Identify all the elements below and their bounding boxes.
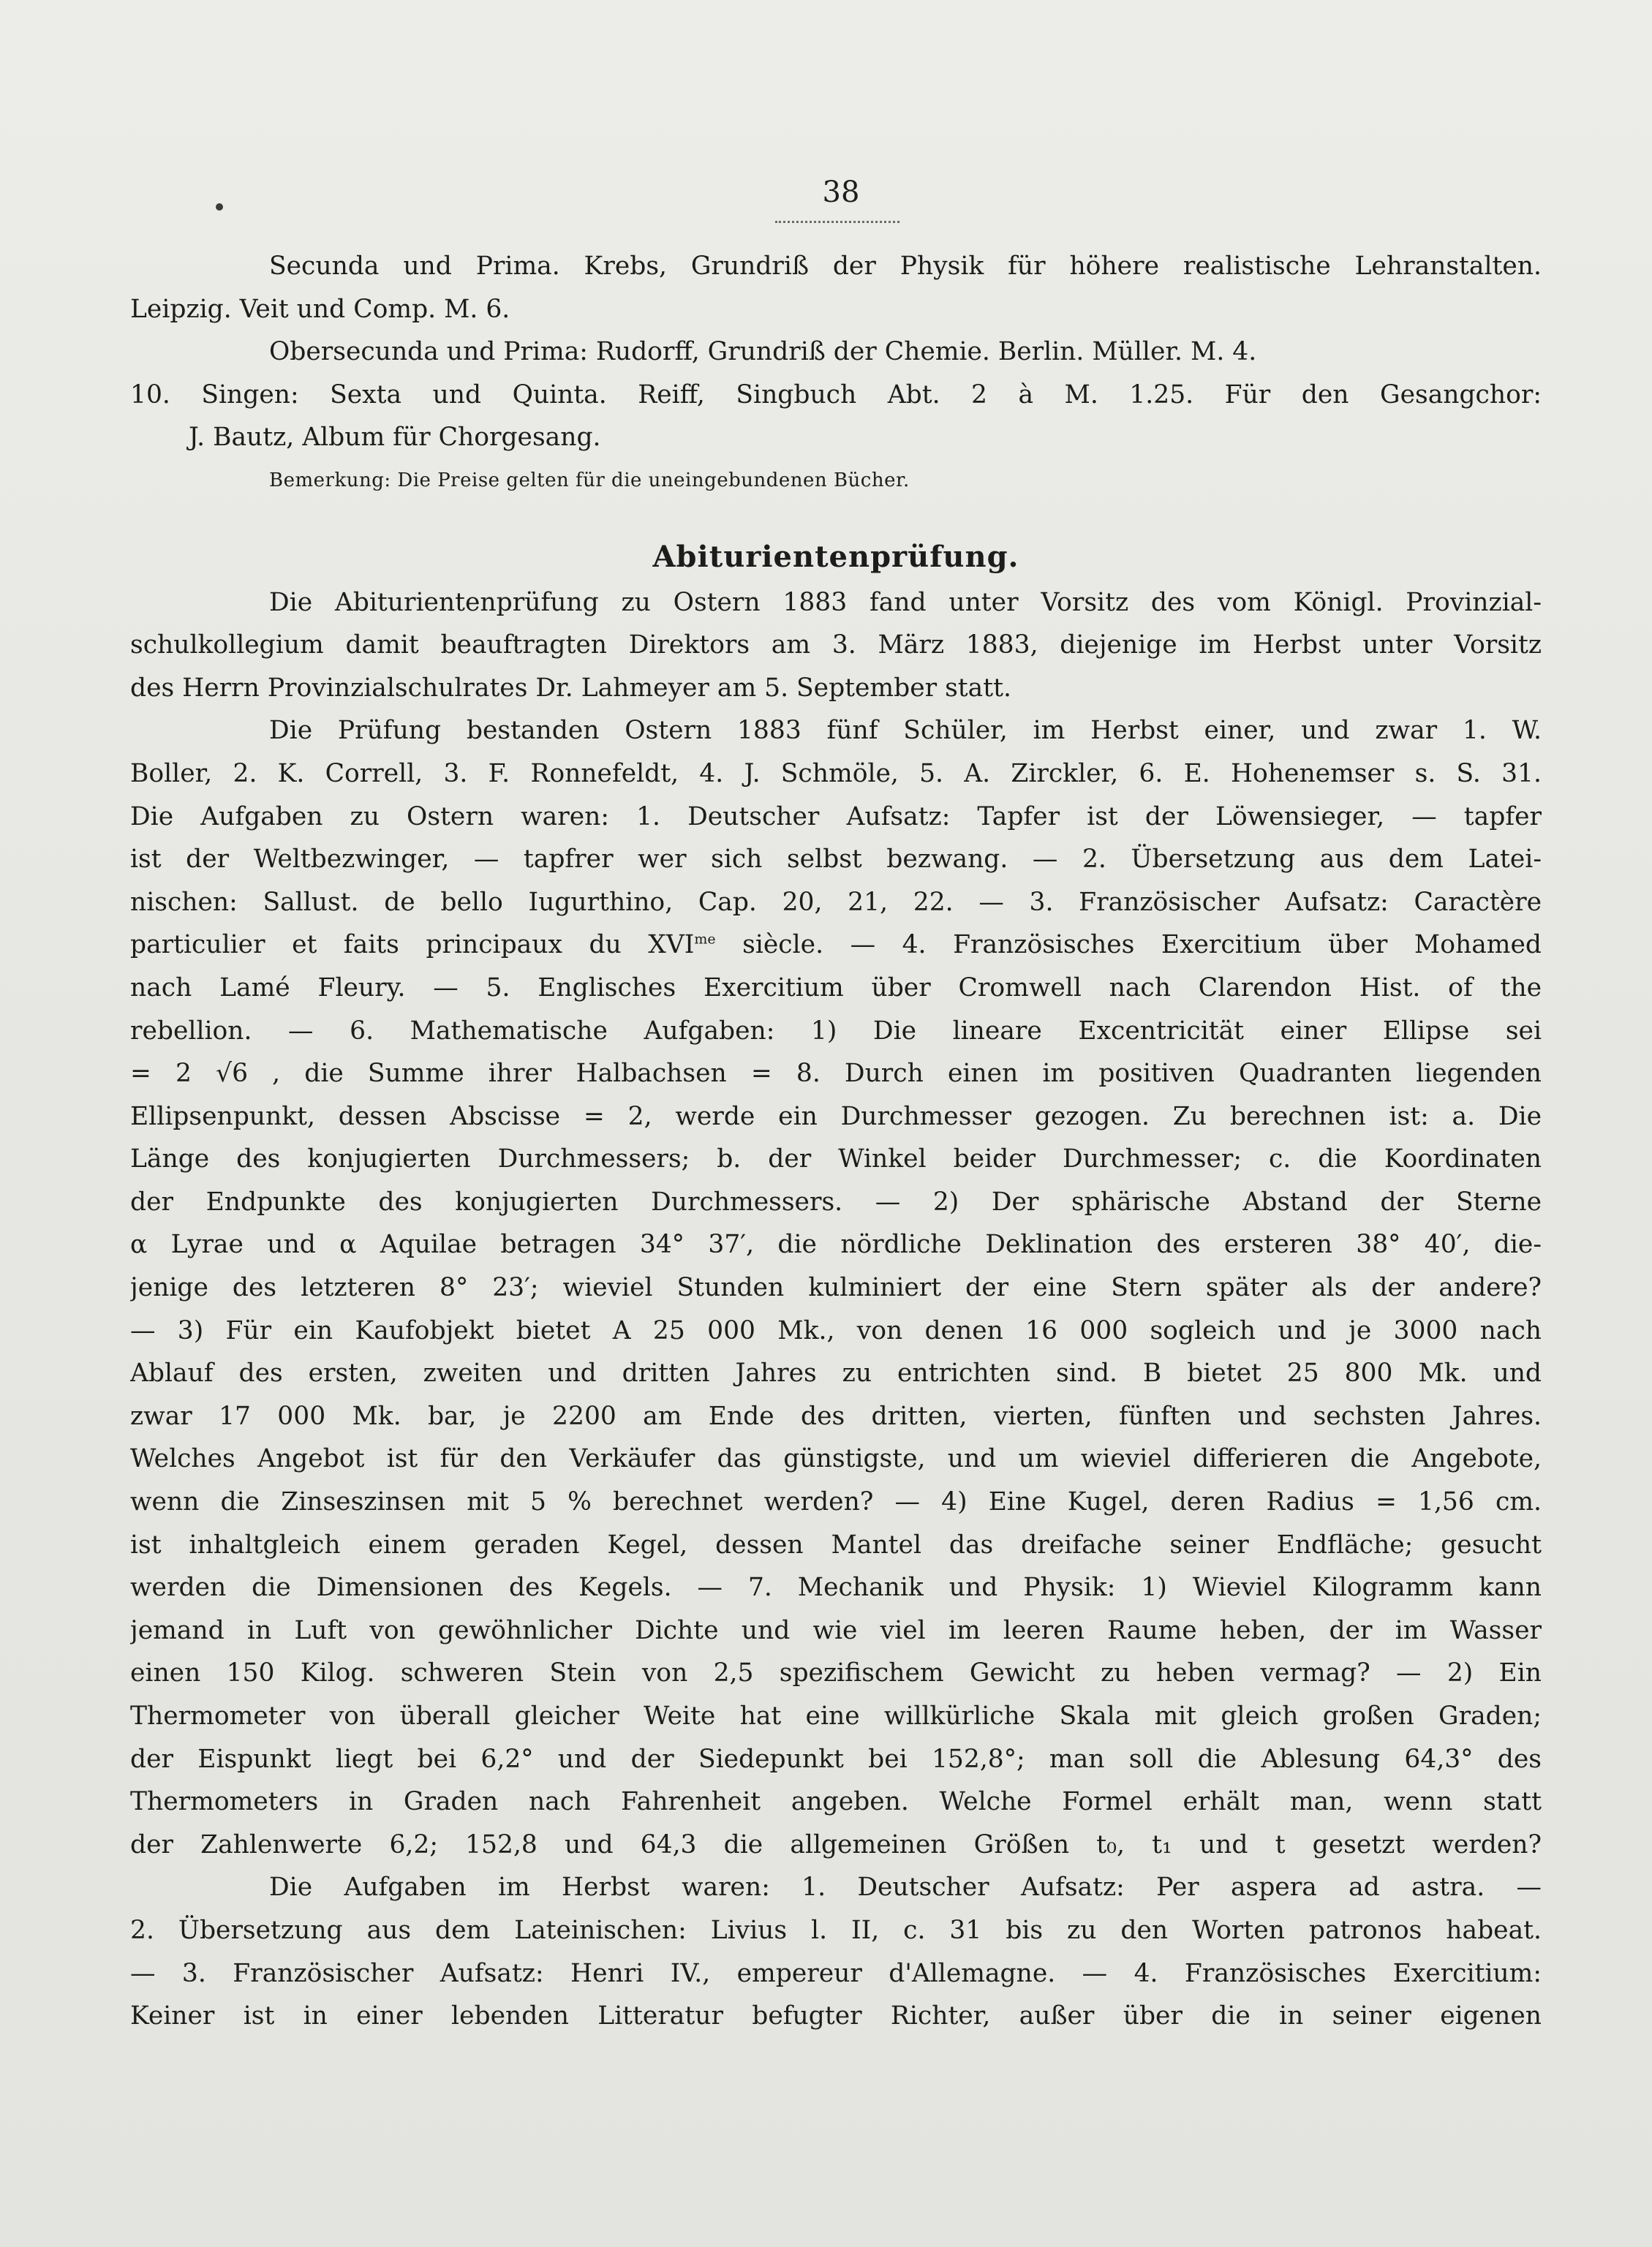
text-fragment: siècle. — 4. Französisches Exercitium über Mohamed <box>715 930 1542 960</box>
text-line: Welches Angebot ist für den Verkäufer das günstigste, und um wieviel differieren die Angebote, <box>130 1444 1542 1474</box>
text-line: nach Lamé Fleury. — 5. Englisches Exercitium über Cromwell nach Clarendon Hist. of the <box>130 973 1542 1002</box>
section-heading: Abiturientenprüfung. <box>652 539 1019 574</box>
text-line: α Lyrae und α Aquilae betragen 34° 37′, die nördliche Deklination des ersteren 38° 40′, die- <box>130 1230 1542 1260</box>
price-note: Bemerkung: Die Preise gelten für die uneingebundenen Bücher. <box>269 469 910 491</box>
page-number-ornament <box>775 214 899 223</box>
text-line: Die Prüfung bestanden Ostern 1883 fünf Schüler, im Herbst einer, und zwar 1. W. <box>269 716 1542 746</box>
text-line: ist der Weltbezwinger, — tapfrer wer sich selbst bezwang. — 2. Übersetzung aus dem Latei- <box>130 845 1542 875</box>
page-number: 38 <box>822 175 860 209</box>
text-line: Ellipsenpunkt, dessen Abscisse = 2, werde ein Durchmesser gezogen. Zu berechnen ist: a. Die <box>130 1101 1542 1131</box>
book-line: Obersecunda und Prima: Rudorff, Grundriß der Chemie. Berlin. Müller. M. 4. <box>269 337 1257 367</box>
text-line: Die Aufgaben im Herbst waren: 1. Deutscher Aufsatz: Per aspera ad astra. — <box>269 1873 1542 1903</box>
text-line: — 3) Für ein Kaufobjekt bietet A 25 000 Mk., von denen 16 000 sogleich und je 3000 nach <box>130 1315 1542 1345</box>
text-line: schulkollegium damit beauftragten Direktors am 3. März 1883, diejenige im Herbst unter Vorsitz <box>130 630 1542 660</box>
text-line: werden die Dimensionen des Kegels. — 7. Mechanik und Physik: 1) Wieviel Kilogramm kann <box>130 1573 1542 1603</box>
text-line: — 3. Französischer Aufsatz: Henri IV., empereur d'Allemagne. — 4. Französisches Exercitium: <box>130 1958 1542 1988</box>
text-line: wenn die Zinseszinsen mit 5 % berechnet werden? — 4) Eine Kugel, deren Radius = 1,56 cm. <box>130 1487 1542 1517</box>
text-line: jemand in Luft von gewöhnlicher Dichte und wie viel im leeren Raume heben, der im Wasser <box>130 1615 1542 1645</box>
text-line: = 2 √6 , die Summe ihrer Halbachsen = 8. Durch einen im positiven Quadranten liegenden <box>130 1059 1542 1089</box>
book-line: 10. Singen: Sexta und Quinta. Reiff, Singbuch Abt. 2 à M. 1.25. Für den Gesangchor: <box>130 379 1542 409</box>
superscript: me <box>694 931 716 948</box>
text-line: der Eispunkt liegt bei 6,2° und der Siedepunkt bei 152,8°; man soll die Ablesung 64,3° des <box>130 1744 1542 1774</box>
page-speck <box>216 203 223 211</box>
text-line: einen 150 Kilog. schweren Stein von 2,5 spezifischem Gewicht zu heben vermag? — 2) Ein <box>130 1658 1542 1688</box>
text-line: des Herrn Provinzialschulrates Dr. Lahmeyer am 5. September statt. <box>130 673 1011 703</box>
text-line: ist inhaltgleich einem geraden Kegel, dessen Mantel das dreifache seiner Endfläche; gesucht <box>130 1530 1542 1560</box>
text-line: zwar 17 000 Mk. bar, je 2200 am Ende des dritten, vierten, fünften und sechsten Jahres. <box>130 1401 1542 1431</box>
text-line <box>130 924 1542 967</box>
text-line: Die Aufgaben zu Ostern waren: 1. Deutscher Aufsatz: Tapfer ist der Löwensieger, — tapfer <box>130 801 1542 831</box>
text-line: Boller, 2. K. Correll, 3. F. Ronnefeldt, 4. J. Schmöle, 5. A. Zirckler, 6. E. Hohenemser s. S. 31. <box>130 758 1542 788</box>
text-line: Länge des konjugierten Durchmessers; b. der Winkel beider Durchmesser; c. die Koordinaten <box>130 1144 1542 1174</box>
text-line: der Endpunkte des konjugierten Durchmessers. — 2) Der sphärische Abstand der Sterne <box>130 1187 1542 1217</box>
text-line: rebellion. — 6. Mathematische Aufgaben: 1) Die lineare Excentricität einer Ellipse sei <box>130 1016 1542 1046</box>
text-fragment: particulier et faits principaux du XVI <box>130 930 695 960</box>
text-line: Thermometer von überall gleicher Weite hat eine willkürliche Skala mit gleich großen Graden; <box>130 1702 1542 1731</box>
text-line: Ablauf des ersten, zweiten und dritten Jahres zu entrichten sind. B bietet 25 800 Mk. und <box>130 1359 1542 1389</box>
text-line: der Zahlenwerte 6,2; 152,8 und 64,3 die allgemeinen Größen t₀, t₁ und t gesetzt werden? <box>130 1829 1542 1859</box>
book-line: Leipzig. Veit und Comp. M. 6. <box>130 294 510 324</box>
text-line: Keiner ist in einer lebenden Litteratur befugter Richter, außer über die in seiner eigenen <box>130 2001 1542 2031</box>
text-line: Die Abiturientenprüfung zu Ostern 1883 fand unter Vorsitz des vom Königl. Provinzial- <box>269 587 1542 617</box>
text-line: 2. Übersetzung aus dem Lateinischen: Livius l. II, c. 31 bis zu den Worten patronos habeat. <box>130 1915 1542 1945</box>
text-line: Thermometers in Graden nach Fahrenheit angeben. Welche Formel erhält man, wenn statt <box>130 1787 1542 1817</box>
page-body <box>130 245 1542 2038</box>
book-line: Secunda und Prima. Krebs, Grundriß der Physik für höhere realistische Lehranstalten. <box>269 252 1542 281</box>
book-line: J. Bautz, Album für Chorgesang. <box>189 423 601 453</box>
text-line: nischen: Sallust. de bello Iugurthino, Cap. 20, 21, 22. — 3. Französischer Aufsatz: Caractère <box>130 887 1542 917</box>
text-line: jenige des letzteren 8° 23′; wieviel Stunden kulminiert der eine Stern später als der andere? <box>130 1273 1542 1303</box>
